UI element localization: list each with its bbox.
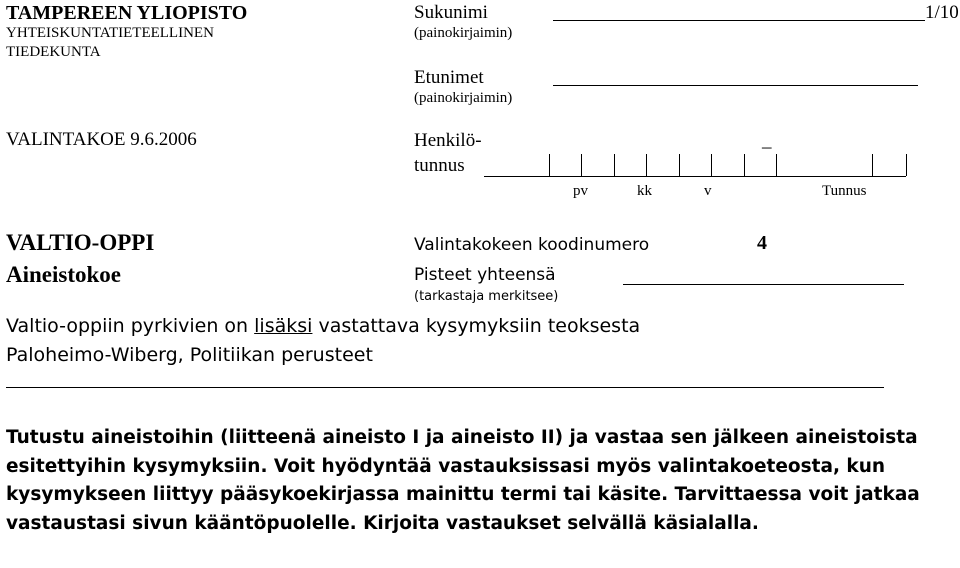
id-part-day: pv xyxy=(573,183,588,199)
id-divider xyxy=(744,154,745,176)
personal-id-label-1: Henkilö- xyxy=(414,130,482,151)
id-divider xyxy=(872,154,873,176)
points-hint: (tarkastaja merkitsee) xyxy=(414,289,559,304)
firstname-field[interactable] xyxy=(553,85,918,86)
personal-id-dash: _ xyxy=(762,130,772,151)
id-divider xyxy=(581,154,582,176)
surname-field[interactable] xyxy=(553,20,925,21)
id-divider xyxy=(906,154,907,176)
points-label: Pisteet yhteensä xyxy=(414,265,556,285)
surname-hint: (painokirjaimin) xyxy=(414,25,513,41)
personal-id-label-2: tunnus xyxy=(414,155,465,176)
code-label: Valintakokeen koodinumero xyxy=(414,235,650,255)
exam-subject: VALTIO-OPPI xyxy=(6,230,155,255)
id-divider xyxy=(711,154,712,176)
question-answer-line[interactable] xyxy=(6,387,884,388)
question-line-2: Paloheimo-Wiberg, Politiikan perusteet xyxy=(6,344,373,366)
question-line-1: Valtio-oppiin pyrkivien on lisäksi vastattava kysymyksiin teoksesta xyxy=(6,315,641,337)
exam-part: Aineistokoe xyxy=(6,262,121,287)
firstname-label: Etunimet xyxy=(414,67,484,88)
id-divider xyxy=(549,154,550,176)
faculty-line-1: YHTEISKUNTATIETEELLINEN xyxy=(6,25,214,41)
code-value: 4 xyxy=(757,232,767,254)
id-divider xyxy=(614,154,615,176)
surname-label: Sukunimi xyxy=(414,2,488,23)
instructions-paragraph: Tutustu aineistoihin (liitteenä aineisto I ja aineisto II) ja vastaa sen jälkeen aineistoista esitettyihin kysymyksiin. Voit hyödyntää vastauksissasi myös valintakoeteosta, kun kysymykseen liittyy pääsykoekirjassa mainittu termi tai käsite. Tarvittaessa voit jatkaa vastaustasi sivun kääntöpuolelle. Kirjoita vastaukset selvällä käsialalla. xyxy=(6,427,920,535)
id-part-month: kk xyxy=(637,183,652,199)
page-indicator: 1/10 xyxy=(925,2,959,23)
faculty-line-2: TIEDEKUNTA xyxy=(6,44,101,60)
emphasis-underline: lisäksi xyxy=(254,315,313,337)
personal-id-underline xyxy=(484,176,906,177)
id-divider xyxy=(679,154,680,176)
university-name: TAMPEREEN YLIOPISTO xyxy=(6,2,248,24)
firstname-hint: (painokirjaimin) xyxy=(414,90,513,106)
exam-date: VALINTAKOE 9.6.2006 xyxy=(6,129,197,150)
id-divider xyxy=(776,154,777,176)
id-part-year: v xyxy=(704,183,712,199)
points-field[interactable] xyxy=(623,284,904,285)
id-part-code: Tunnus xyxy=(822,183,867,199)
id-divider xyxy=(646,154,647,176)
